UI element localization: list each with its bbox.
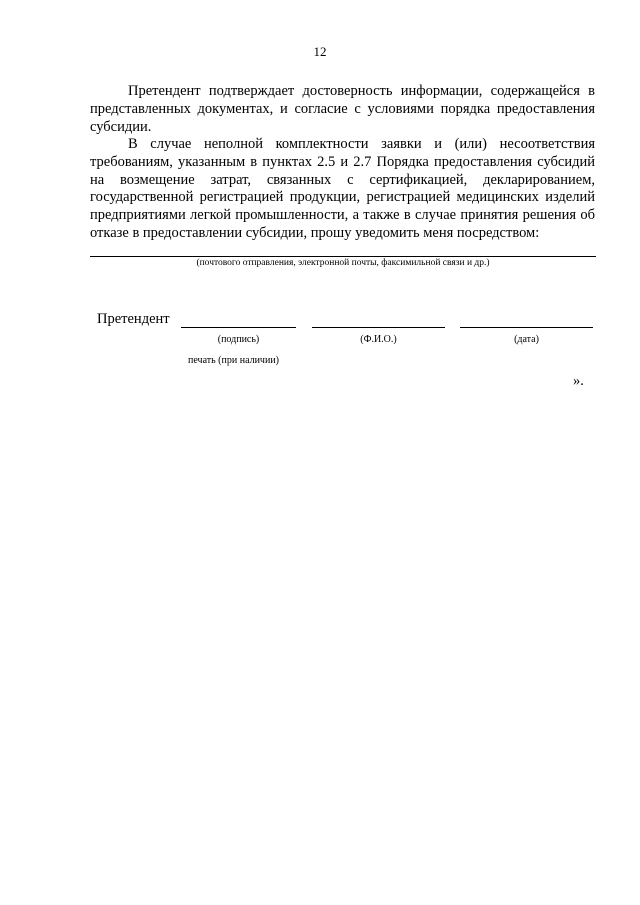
page-number: 12 xyxy=(313,44,327,59)
confirmation-paragraph: Претендент подтверждает достоверность информации, содержащейся в представленных документах, и согласие с условиями порядка предоставления субсидии. xyxy=(90,83,595,135)
name-caption: (Ф.И.О.) xyxy=(360,334,397,345)
notice-method-line xyxy=(90,256,596,257)
notification-request-paragraph: В случае неполной комплектности заявки и (или) несоответствия требованиям, указанным в пунктах 2.5 и 2.7 Порядка предоставления субсидий на возмещение затрат, связанных с сертификацией, декларированием, государственной регистрацией продукции, регистрацией медицинских изделий предприятиями легкой промышленности, а также в случае принятия решения об отказе в предоставлении субсидии, прошу уведомить меня посредством: xyxy=(90,136,595,241)
date-line xyxy=(460,327,593,328)
name-line xyxy=(312,327,445,328)
signature-label: Претендент xyxy=(97,311,170,327)
notice-method-caption: (почтового отправления, электронной почты, факсимильной связи и др.) xyxy=(196,258,490,268)
signature-line xyxy=(181,327,296,328)
closing-quote-mark: ». xyxy=(573,373,584,389)
signature-caption: (подпись) xyxy=(217,334,260,345)
stamp-caption: печать (при наличии) xyxy=(188,355,279,366)
date-caption: (дата) xyxy=(514,334,539,345)
